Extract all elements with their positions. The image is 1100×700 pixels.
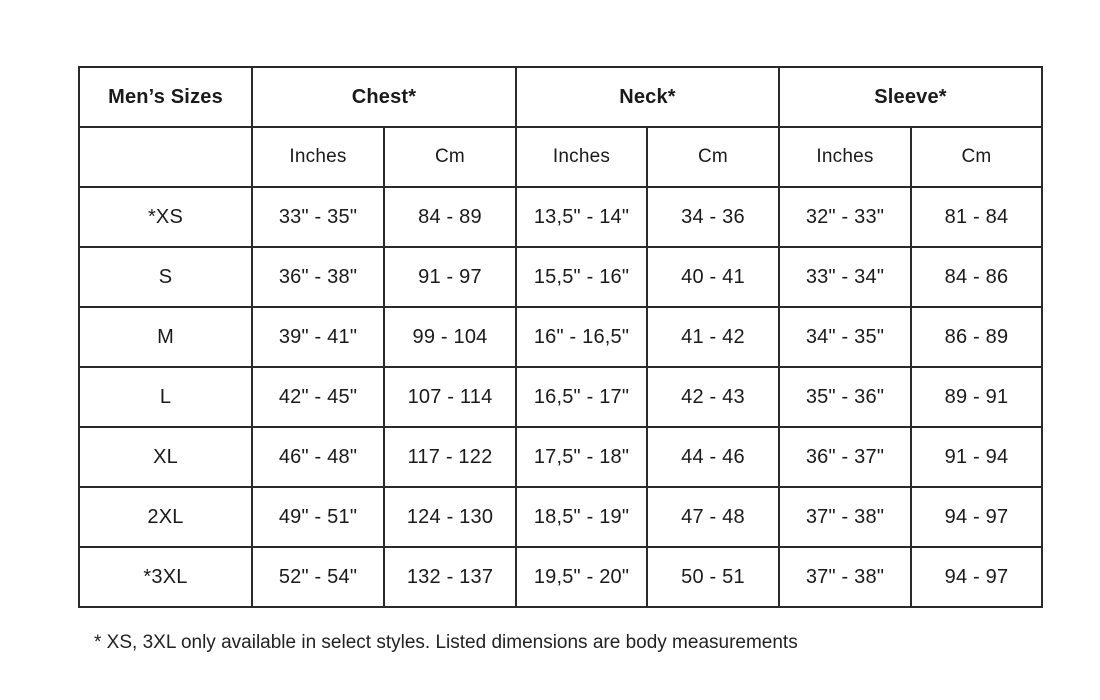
chest-cm-cell: 107 - 114 — [384, 367, 516, 427]
sleeve-inches-unit: Inches — [779, 127, 911, 187]
chest-inches-cell: 36" - 38" — [252, 247, 384, 307]
neck-cm-cell: 47 - 48 — [647, 487, 779, 547]
sleeve-cm-cell: 94 - 97 — [911, 487, 1042, 547]
table-row — [79, 487, 1042, 547]
chest-cm-unit: Cm — [384, 127, 516, 187]
chest-inches-unit: Inches — [252, 127, 384, 187]
neck-header: Neck* — [516, 67, 779, 127]
table-row — [79, 247, 1042, 307]
sleeve-inches-cell: 34" - 35" — [779, 307, 911, 367]
sleeve-cm-cell: 91 - 94 — [911, 427, 1042, 487]
sleeve-cm-cell: 94 - 97 — [911, 547, 1042, 607]
sleeve-inches-cell: 37" - 38" — [779, 547, 911, 607]
sleeve-inches-cell: 36" - 37" — [779, 427, 911, 487]
chest-cm-cell: 99 - 104 — [384, 307, 516, 367]
table-row — [79, 547, 1042, 607]
sleeve-inches-cell: 32" - 33" — [779, 187, 911, 247]
chest-cm-cell: 132 - 137 — [384, 547, 516, 607]
neck-inches-cell: 16" - 16,5" — [516, 307, 647, 367]
size-cell: M — [79, 307, 252, 367]
size-cell: L — [79, 367, 252, 427]
header-row — [79, 67, 1042, 127]
neck-cm-cell: 50 - 51 — [647, 547, 779, 607]
units-row — [79, 127, 1042, 187]
chest-cm-cell: 91 - 97 — [384, 247, 516, 307]
table-row — [79, 187, 1042, 247]
chest-inches-cell: 42" - 45" — [252, 367, 384, 427]
neck-inches-cell: 13,5" - 14" — [516, 187, 647, 247]
neck-cm-cell: 34 - 36 — [647, 187, 779, 247]
chest-inches-cell: 52" - 54" — [252, 547, 384, 607]
table-row — [79, 307, 1042, 367]
chest-inches-cell: 33" - 35" — [252, 187, 384, 247]
size-cell: S — [79, 247, 252, 307]
neck-inches-cell: 19,5" - 20" — [516, 547, 647, 607]
neck-cm-unit: Cm — [647, 127, 779, 187]
chest-inches-cell: 46" - 48" — [252, 427, 384, 487]
units-row-blank-cell — [79, 127, 252, 187]
chest-inches-cell: 39" - 41" — [252, 307, 384, 367]
neck-cm-cell: 44 - 46 — [647, 427, 779, 487]
neck-inches-cell: 16,5" - 17" — [516, 367, 647, 427]
footnote: * XS, 3XL only available in select styles. Listed dimensions are body measurements — [94, 632, 798, 653]
table-row — [79, 427, 1042, 487]
sleeve-cm-unit: Cm — [911, 127, 1042, 187]
sleeve-cm-cell: 89 - 91 — [911, 367, 1042, 427]
sleeve-cm-cell: 84 - 86 — [911, 247, 1042, 307]
neck-cm-cell: 40 - 41 — [647, 247, 779, 307]
sizes-header: Men’s Sizes — [79, 67, 252, 127]
sleeve-inches-cell: 35" - 36" — [779, 367, 911, 427]
size-chart-table — [78, 66, 1043, 608]
size-cell: 2XL — [79, 487, 252, 547]
sleeve-header: Sleeve* — [779, 67, 1042, 127]
neck-inches-cell: 18,5" - 19" — [516, 487, 647, 547]
chest-cm-cell: 124 - 130 — [384, 487, 516, 547]
chest-cm-cell: 117 - 122 — [384, 427, 516, 487]
size-cell: *3XL — [79, 547, 252, 607]
sleeve-inches-cell: 37" - 38" — [779, 487, 911, 547]
neck-inches-cell: 17,5" - 18" — [516, 427, 647, 487]
table-row — [79, 367, 1042, 427]
chest-cm-cell: 84 - 89 — [384, 187, 516, 247]
sleeve-inches-cell: 33" - 34" — [779, 247, 911, 307]
chest-inches-cell: 49" - 51" — [252, 487, 384, 547]
neck-inches-unit: Inches — [516, 127, 647, 187]
sleeve-cm-cell: 86 - 89 — [911, 307, 1042, 367]
neck-inches-cell: 15,5" - 16" — [516, 247, 647, 307]
chest-header: Chest* — [252, 67, 516, 127]
neck-cm-cell: 41 - 42 — [647, 307, 779, 367]
neck-cm-cell: 42 - 43 — [647, 367, 779, 427]
size-cell: *XS — [79, 187, 252, 247]
sleeve-cm-cell: 81 - 84 — [911, 187, 1042, 247]
size-cell: XL — [79, 427, 252, 487]
